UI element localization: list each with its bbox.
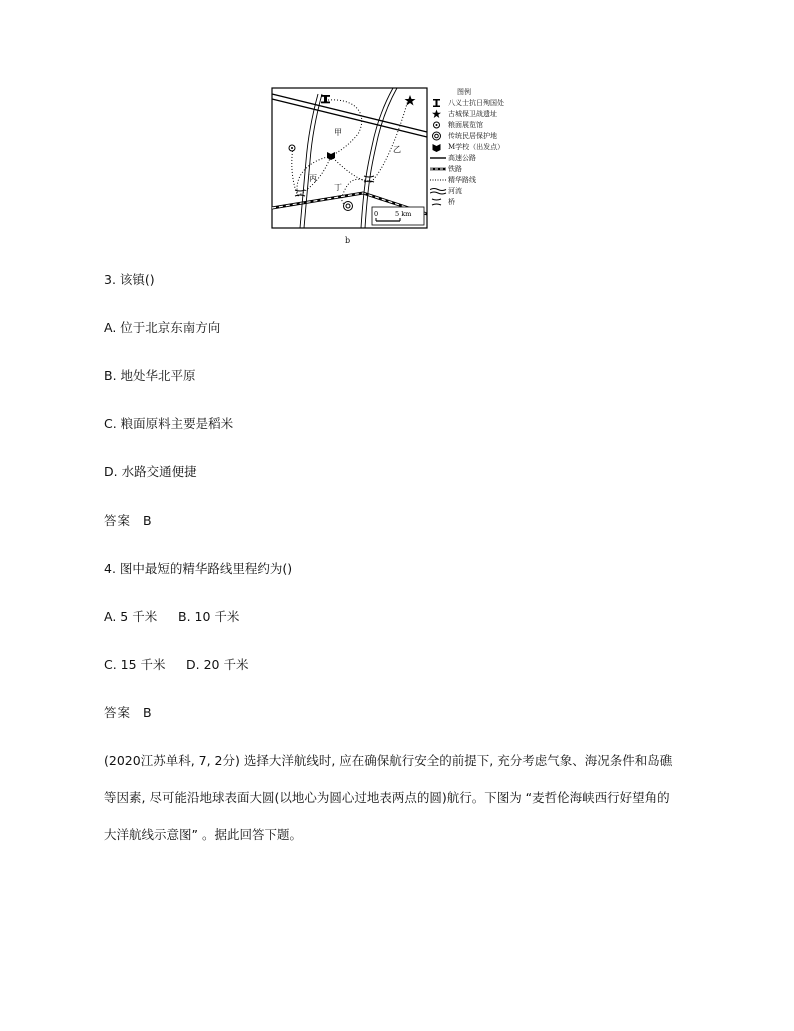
question-4-answer — [104, 703, 152, 721]
book-icon — [430, 142, 448, 152]
scale-zero: 0 — [374, 210, 379, 218]
question-4-stem: 4. 图中最短的精华路线里程约为() — [104, 561, 293, 576]
map-graphic — [268, 86, 430, 236]
monument-icon — [430, 98, 448, 108]
question-3-option-b: B. 地处华北平原 — [104, 368, 196, 383]
question-3-option-d: D. 水路交通便捷 — [104, 464, 197, 479]
river-icon — [430, 186, 448, 196]
scale-bar — [372, 207, 424, 225]
answer-label: 答案 — [104, 513, 132, 528]
dot-circle-icon — [430, 120, 448, 130]
legend-title: 图例 — [457, 88, 471, 96]
legend-item: 八义士抗日殉国处 — [430, 98, 504, 108]
scale-value: 5 km — [395, 210, 412, 218]
question-4-option-c: C. 15 千米 — [104, 657, 166, 672]
passage-line: 大洋航线示意图” 。据此回答下题。 — [104, 827, 302, 842]
label-bing: 丙 — [309, 174, 317, 183]
question-3-option-a: A. 位于北京东南方向 — [104, 320, 221, 335]
question-4-option-b: B. 10 千米 — [178, 609, 240, 624]
question-3-stem: 3. 该镇() — [104, 272, 155, 287]
passage-line: (2020江苏单科, 7, 2分) 选择大洋航线时, 应在确保航行安全的前提下, 充分考虑气象、海况条件和岛礁 — [104, 753, 673, 768]
question-4-option-d: D. 20 千米 — [186, 657, 249, 672]
legend-item: 河流 — [430, 186, 462, 196]
figure-caption: b — [345, 236, 351, 245]
double-circle-icon — [344, 202, 353, 211]
legend-item: 桥 — [430, 197, 455, 207]
legend-item: 传统民居保护地 — [430, 131, 497, 141]
star-icon — [430, 109, 448, 119]
answer-value: B — [143, 705, 152, 720]
answer-value: B — [143, 513, 152, 528]
double-circle-icon — [430, 131, 448, 141]
legend-item: 精华路线 — [430, 175, 476, 185]
legend-item: M学校（出发点） — [430, 142, 504, 152]
label-jia: 甲 — [334, 128, 342, 137]
answer-label: 答案 — [104, 705, 132, 720]
legend-item: 铁路 — [430, 164, 462, 174]
legend-item: 粮面展览馆 — [430, 120, 483, 130]
bridge-icon — [430, 197, 448, 207]
legend-item: 古城保卫战遗址 — [430, 109, 497, 119]
question-4-option-a: A. 5 千米 — [104, 609, 158, 624]
dotted-route-icon — [430, 175, 448, 185]
highway-line-icon — [430, 153, 448, 163]
map-figure — [268, 86, 528, 246]
railway-line-icon — [430, 164, 448, 174]
label-ding: 丁 — [334, 183, 342, 192]
legend-item: 高速公路 — [430, 153, 476, 163]
label-yi: 乙 — [393, 145, 401, 154]
question-3-answer — [104, 511, 152, 529]
question-3-option-c: C. 粮面原料主要是稻米 — [104, 416, 234, 431]
passage-line: 等因素, 尽可能沿地球表面大圆(以地心为圆心过地表两点的圆)航行。下图为 “麦哲伦海峡西行好望角的 — [104, 790, 670, 805]
dot-circle-icon — [289, 145, 295, 151]
